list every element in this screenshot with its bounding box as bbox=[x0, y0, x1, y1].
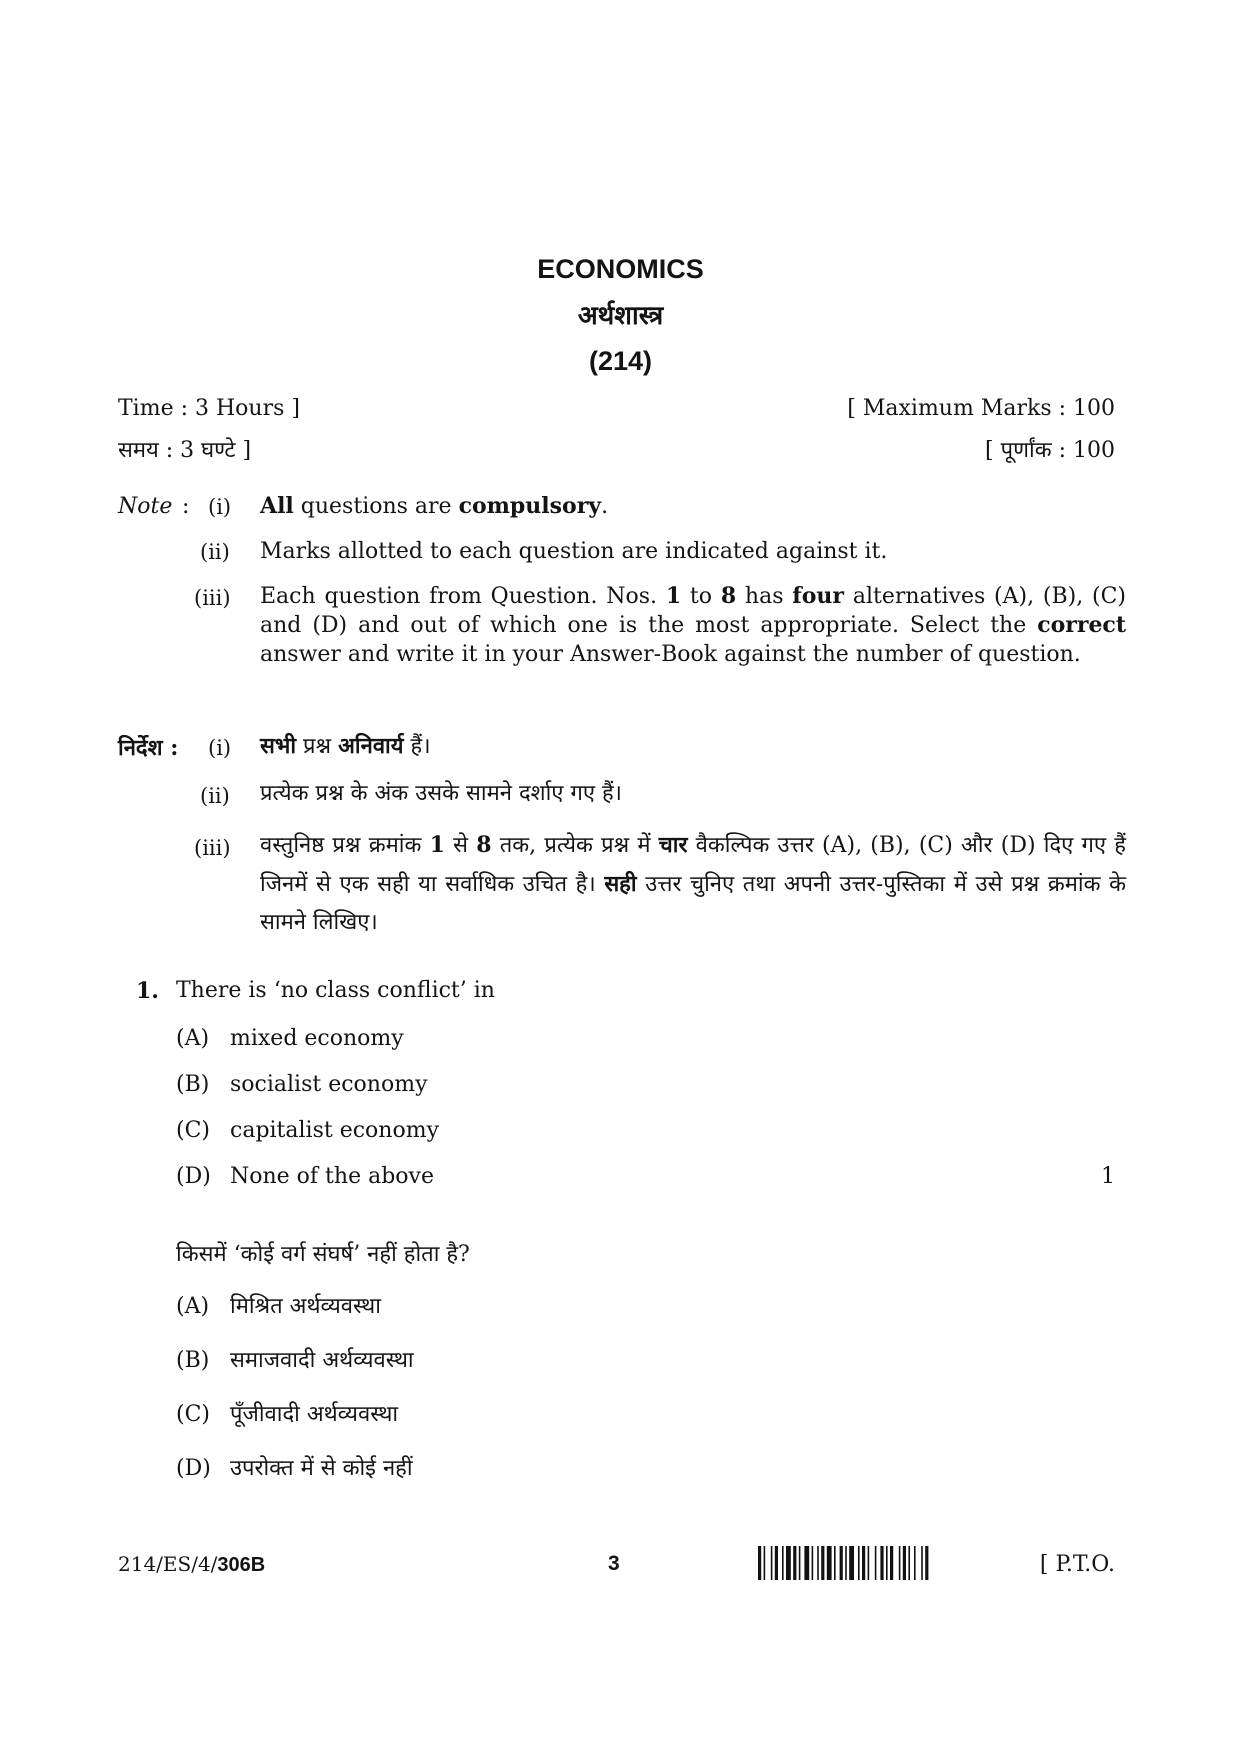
note-hi-num-2: (ii) bbox=[200, 784, 230, 808]
note-en-item-3: Each question from Question. Nos. 1 to 8 has four alternatives (A), (B), (C) and (D) and out of which one is the most appropriate. Select the correct answer and write it in your Answer-Book against the number of question. bbox=[260, 583, 1127, 667]
option-text-hi-c: पूँजीवादी अर्थव्यवस्था bbox=[230, 1402, 399, 1427]
time-hi: समय : 3 घण्टे ] bbox=[118, 438, 252, 463]
option-text-hi-d: उपरोक्त में से कोई नहीं bbox=[230, 1456, 413, 1481]
option-text-hi-a: मिश्रित अर्थव्यवस्था bbox=[230, 1294, 381, 1319]
time-en: Time : 3 Hours ] bbox=[118, 396, 300, 421]
note-en-num-3: (iii) bbox=[194, 586, 231, 610]
paper-code: 214/ES/4/306B bbox=[118, 1552, 266, 1576]
page-number: 3 bbox=[608, 1552, 620, 1575]
subject-title-hi: अर्थशास्त्र bbox=[577, 301, 664, 331]
option-label-en-b: (B) bbox=[176, 1072, 210, 1097]
note-en-num-2: (ii) bbox=[200, 540, 230, 564]
note-hi-num-3: (iii) bbox=[194, 836, 231, 860]
question-text-hi: किसमें ‘कोई वर्ग संघर्ष’ नहीं होता है? bbox=[176, 1242, 470, 1267]
subject-code: (214) bbox=[588, 346, 653, 376]
pto-label: [ P.T.O. bbox=[1039, 1552, 1115, 1577]
note-hi-num-1: (i) bbox=[208, 736, 232, 760]
option-label-en-c: (C) bbox=[176, 1118, 210, 1143]
note-en-num-1: (i) bbox=[208, 495, 232, 519]
option-label-en-d: (D) bbox=[176, 1164, 211, 1189]
option-text-en-c: capitalist economy bbox=[230, 1118, 439, 1143]
note-hi-item-3: वस्तुनिष्ठ प्रश्न क्रमांक 1 से 8 तक, प्रत्येक प्रश्न में चार वैकल्पिक उत्तर (A), (B), (C) और (D) दिए गए हैं जिनमें से एक सही या सर्वाधिक उचित है। सही उत्तर चुनिए तथा अपनी उत्तर-पुस्तिका में उसे प्रश्न क्रमांक के सामने लिखिए। bbox=[260, 832, 1126, 935]
note-label-hi: निर्देश : bbox=[118, 735, 179, 761]
note-hi-item-2: प्रत्येक प्रश्न के अंक उसके सामने दर्शाए गए हैं। bbox=[260, 781, 623, 806]
max-marks-hi: [ पूर्णांक : 100 bbox=[985, 438, 1115, 463]
option-text-en-a: mixed economy bbox=[230, 1026, 404, 1051]
question-number: 1. bbox=[136, 978, 159, 1004]
option-text-hi-b: समाजवादी अर्थव्यवस्था bbox=[230, 1348, 414, 1373]
option-label-hi-a: (A) bbox=[176, 1294, 210, 1319]
note-en-item-1: All questions are compulsory. bbox=[260, 493, 609, 519]
option-label-hi-d: (D) bbox=[176, 1456, 211, 1481]
question-text-en: There is ‘no class conflict’ in bbox=[176, 978, 495, 1003]
option-label-en-a: (A) bbox=[176, 1026, 210, 1051]
barcode bbox=[758, 1546, 1018, 1580]
max-marks-en: [ Maximum Marks : 100 bbox=[847, 396, 1115, 421]
subject-title-en: ECONOMICS bbox=[537, 254, 704, 284]
note-label-en: Note bbox=[118, 494, 173, 519]
note-hi-item-1: सभी प्रश्न अनिवार्य हैं। bbox=[260, 733, 431, 759]
option-label-hi-b: (B) bbox=[176, 1348, 210, 1373]
question-marks: 1 bbox=[1101, 1164, 1115, 1189]
option-text-en-b: socialist economy bbox=[230, 1072, 428, 1097]
note-en-item-2: Marks allotted to each question are indicated against it. bbox=[260, 539, 888, 564]
note-colon: : bbox=[182, 494, 190, 519]
option-text-en-d: None of the above bbox=[230, 1164, 434, 1189]
option-label-hi-c: (C) bbox=[176, 1402, 210, 1427]
